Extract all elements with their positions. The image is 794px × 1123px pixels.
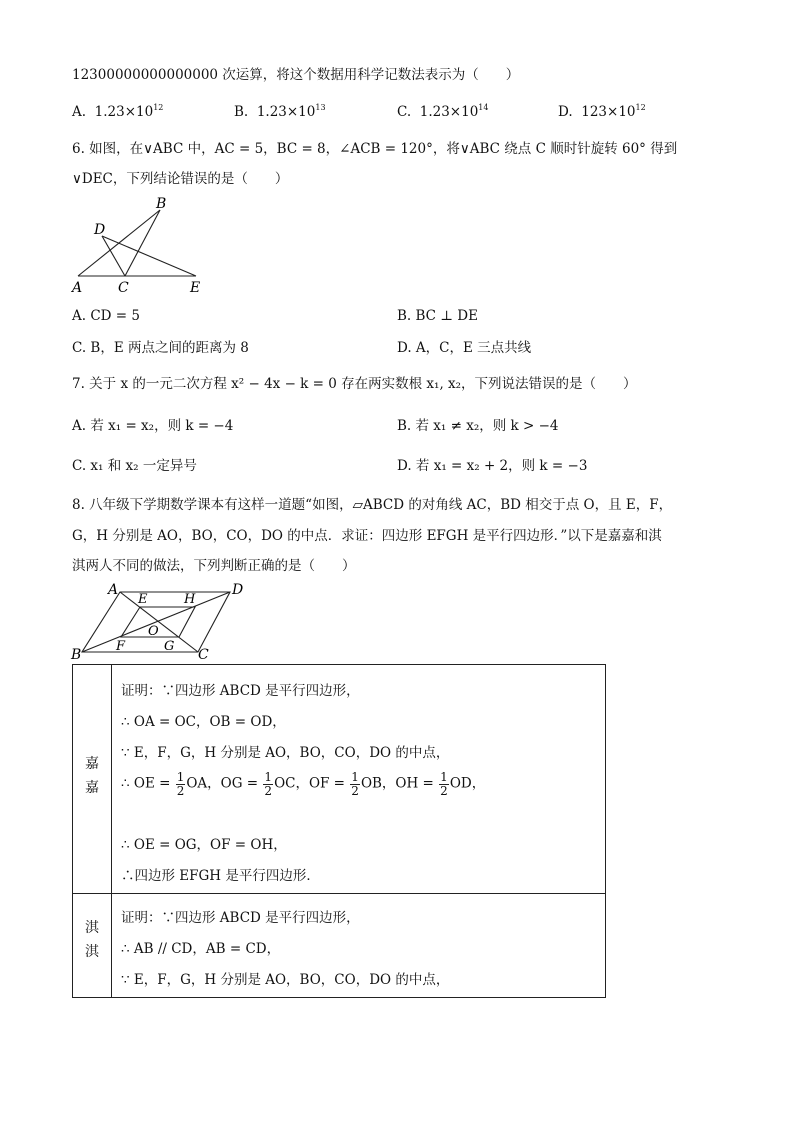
fraction-one-half: $\frac{1}{2}$: [440, 770, 448, 798]
qiqi-line-1: 证明：∵四边形 ABCD 是平行四边形，: [121, 910, 360, 926]
label-f: F: [116, 639, 126, 654]
label-c: C: [118, 280, 129, 296]
q5-option-a: A. $1.23\times 10^{12}$: [72, 103, 164, 120]
fraction-one-half: $\frac{1}{2}$: [176, 770, 185, 798]
fraction-one-half: $\frac{1}{2}$: [264, 770, 273, 798]
label-d: D: [232, 582, 244, 598]
q7-option-c: C. x₁ 和 x₂ 一定异号: [72, 458, 197, 474]
q6-stem-line1: 6. 如图，在∨ABC 中，AC = 5，BC = 8，∠ACB = 120°，将∨ABC 绕点 C 顺时针旋转 60° 得到: [72, 141, 678, 157]
table-divider-horizontal: [73, 893, 605, 894]
q6-triangle-figure: [70, 196, 210, 296]
fraction-one-half: $\frac{1}{2}$: [351, 770, 359, 798]
q6-option-d: D. A，C，E 三点共线: [397, 340, 532, 356]
label-g: G: [164, 639, 175, 654]
label-b: B: [156, 196, 167, 212]
q8-stem-line1: 8. 八年级下学期数学课本有这样一道题“如图，▱ABCD 的对角线 AC，BD 相交于点 O，且 E，F，: [72, 497, 673, 513]
jiajia-line-6: ∴四边形 EFGH 是平行四边形．: [121, 868, 320, 884]
jiajia-line-4: ∴ OE = $\frac{1}{2}$ OA，OG = $\frac{1}{2}$ OC，OF = $\frac{1}{2}$ OB，OH = $\frac{1}{2}$ OD，: [121, 770, 486, 798]
q5-option-d: D. $123\times 10^{12}$: [558, 103, 646, 120]
jiajia-line-1: 证明：∵四边形 ABCD 是平行四边形，: [121, 683, 360, 699]
jiajia-line-5: ∴ OE = OG，OF = OH，: [121, 837, 287, 853]
q7-stem: 7. 关于 x 的一元二次方程 x² − 4x − k = 0 存在两实数根 x₁, x₂，下列说法错误的是（ ）: [72, 376, 637, 392]
segment-de: [102, 236, 196, 276]
segment-dc: [102, 236, 125, 276]
q5-stem: 12300000000000000 次运算，将这个数据用科学记数法表示为（ ）: [72, 67, 520, 83]
q6-option-c: C. B，E 两点之间的距离为 8: [72, 340, 249, 356]
jiajia-line-2: ∴ OA = OC，OB = OD，: [121, 714, 286, 730]
q8-stem-line2: G，H 分别是 AO，BO，CO，DO 的中点．求证：四边形 EFGH 是平行四边形．”以下是嘉嘉和淇: [72, 528, 662, 544]
q6-option-b: B. BC ⊥ DE: [397, 308, 478, 324]
label-h: H: [184, 592, 196, 607]
label-b: B: [71, 647, 82, 662]
label-o: O: [148, 624, 159, 639]
label-a: A: [72, 280, 83, 296]
q8-stem-line3: 淇两人不同的做法，下列判断正确的是（ ）: [72, 558, 356, 574]
q7-option-b: B. 若 x₁ ≠ x₂，则 k > −4: [397, 418, 559, 434]
qiqi-line-3: ∵ E，F，G，H 分别是 AO，BO，CO，DO 的中点，: [121, 972, 450, 988]
label-a: A: [108, 582, 119, 598]
label-d: D: [94, 222, 106, 238]
segment-bc: [125, 210, 160, 276]
diagonal-bd: [82, 592, 230, 652]
q7-option-a: A. 若 x₁ = x₂，则 k = −4: [72, 418, 234, 434]
table-divider-vertical: [111, 665, 112, 997]
label-e: E: [190, 280, 201, 296]
proof-table: [72, 664, 606, 998]
q5-option-c: C. $1.23\times 10^{14}$: [397, 103, 489, 120]
label-e: E: [138, 592, 148, 607]
q6-option-a: A. CD = 5: [72, 308, 140, 324]
q8-parallelogram-figure: [70, 580, 250, 662]
qiqi-name: 淇 淇: [85, 920, 99, 960]
jiajia-line-3: ∵ E，F，G，H 分别是 AO，BO，CO，DO 的中点，: [121, 745, 450, 761]
q6-stem-line2: ∨DEC，下列结论错误的是（ ）: [72, 171, 289, 187]
jiajia-name: 嘉 嘉: [85, 756, 99, 796]
q5-option-b: B. $1.23\times 10^{13}$: [234, 103, 326, 120]
label-c: C: [198, 647, 209, 662]
q7-option-d: D. 若 x₁ = x₂ + 2，则 k = −3: [397, 458, 588, 474]
qiqi-line-2: ∴ AB // CD，AB = CD，: [121, 941, 281, 957]
